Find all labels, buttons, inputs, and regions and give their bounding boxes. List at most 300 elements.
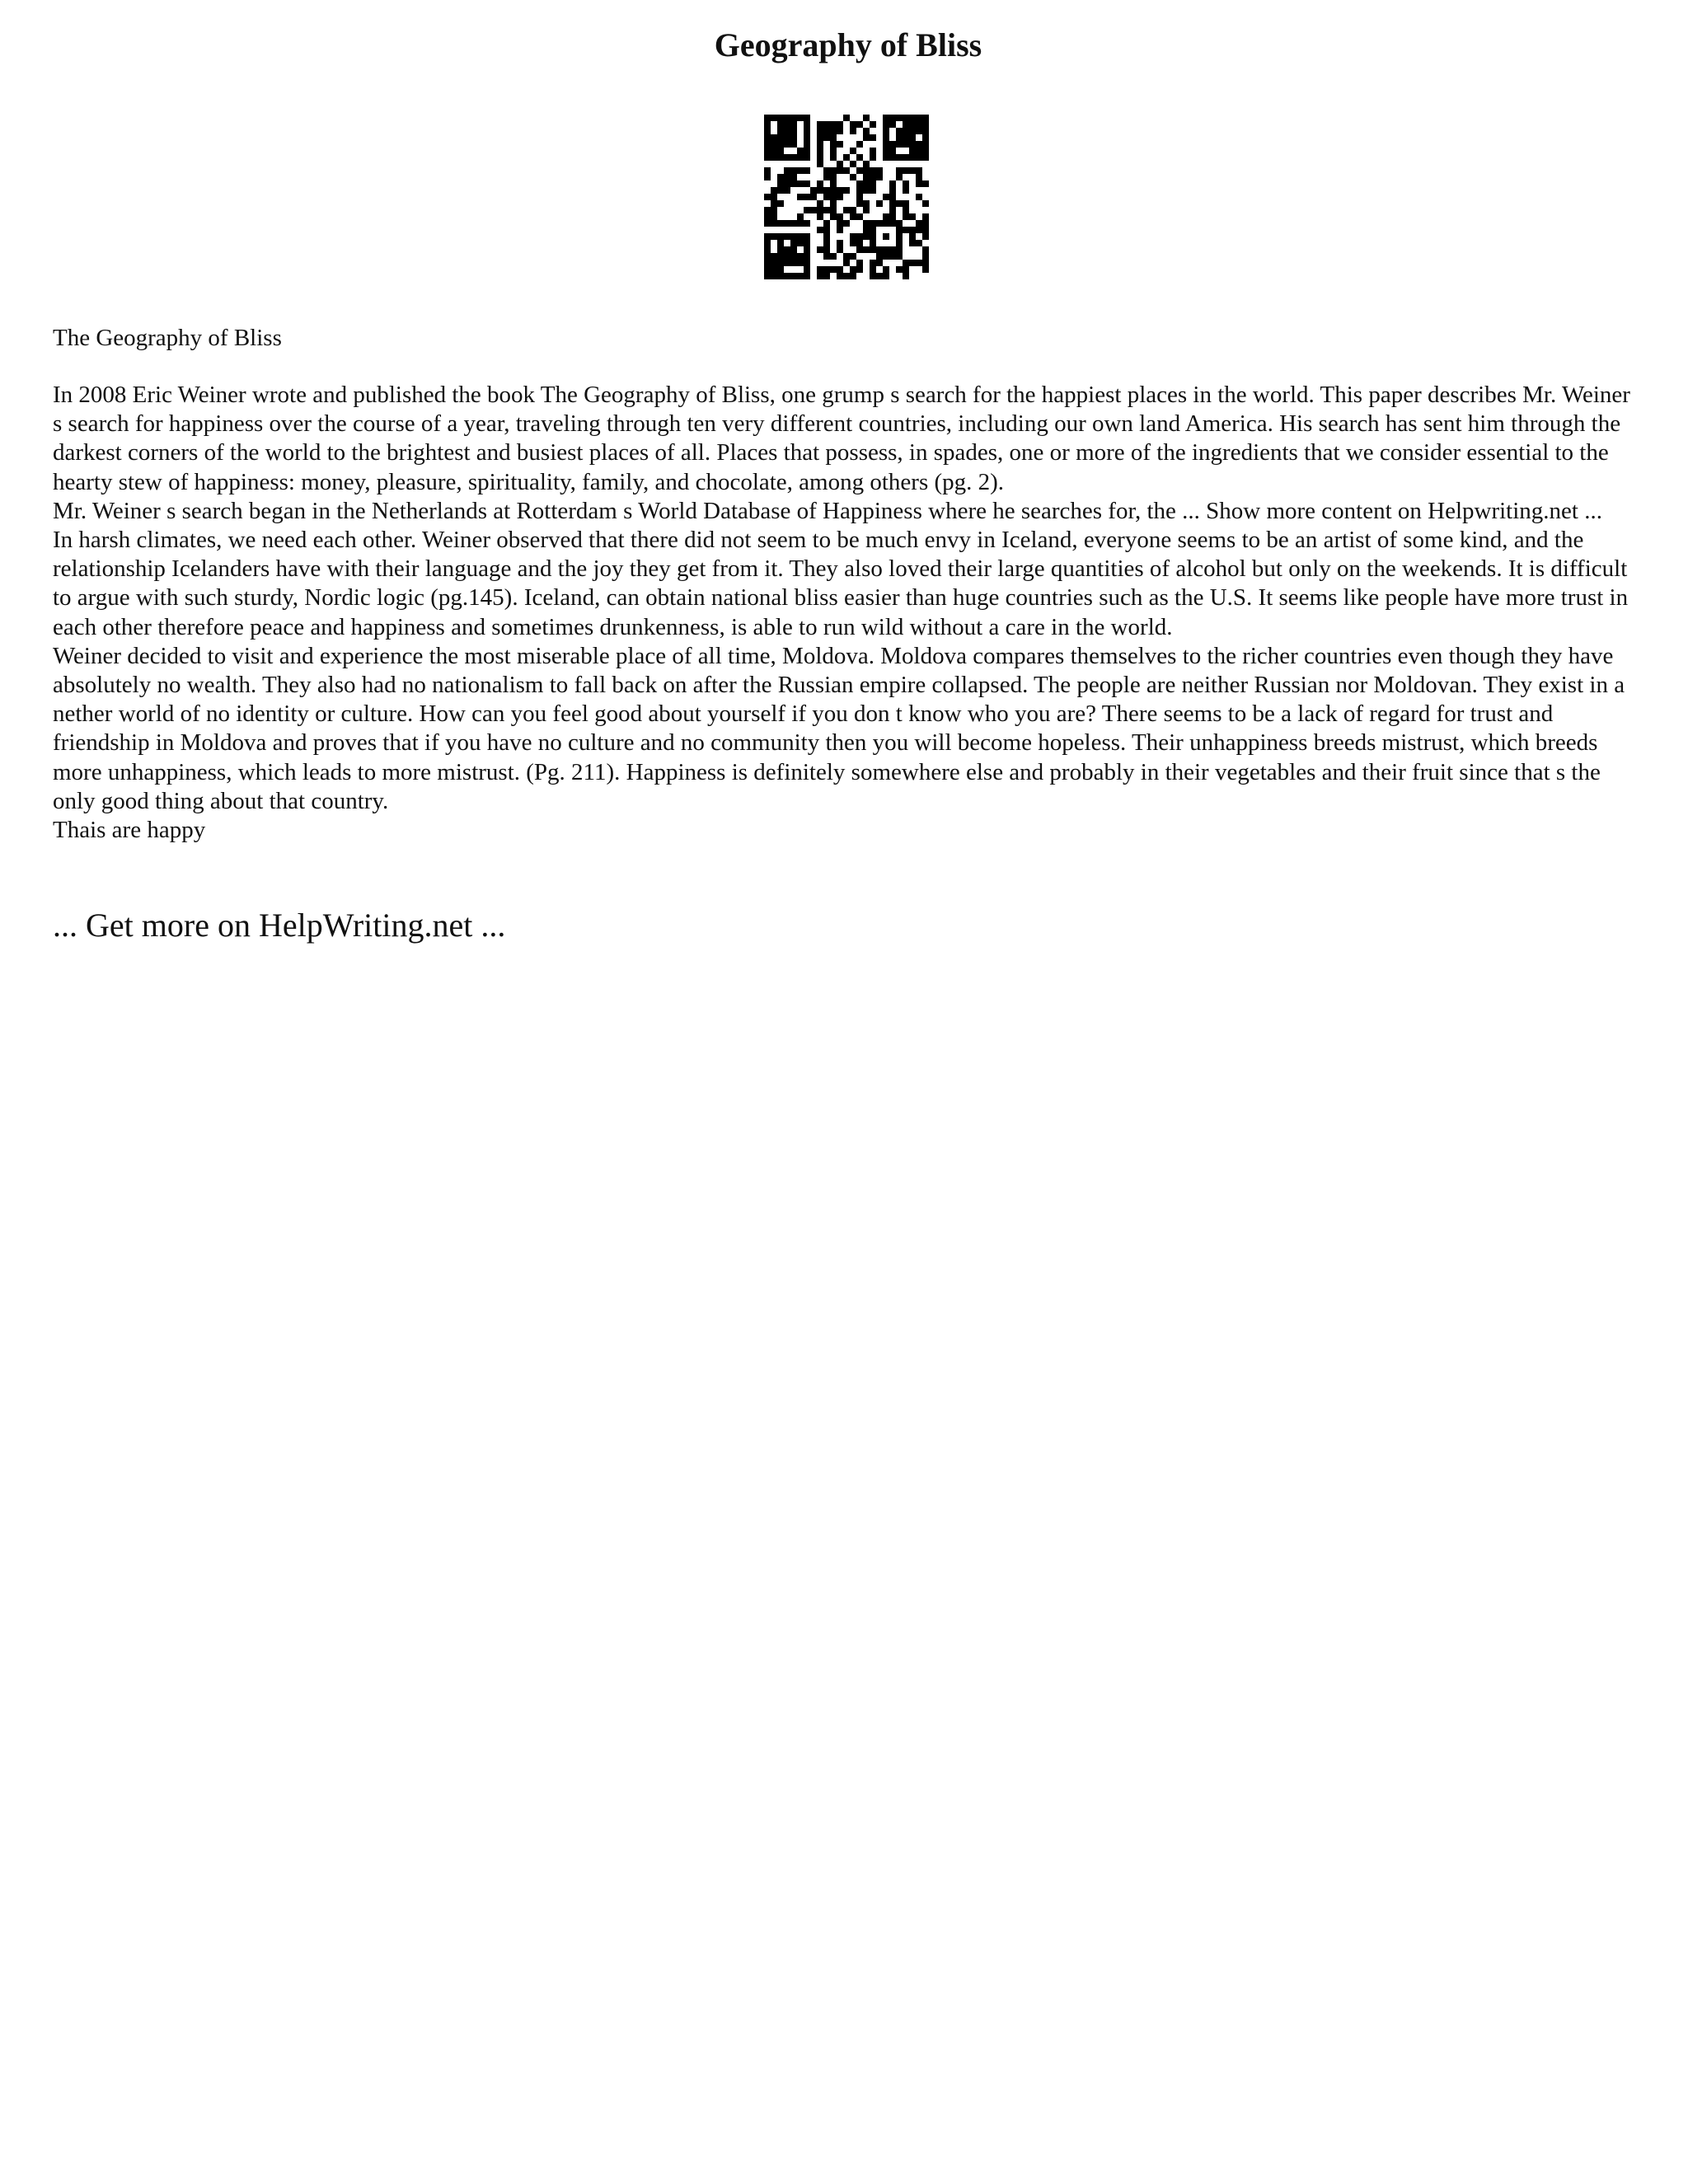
qr-module bbox=[916, 180, 922, 187]
qr-module bbox=[837, 227, 843, 233]
qr-module bbox=[823, 233, 830, 240]
qr-module bbox=[863, 161, 870, 167]
qr-module bbox=[823, 220, 830, 227]
qr-module bbox=[804, 240, 810, 246]
qr-module bbox=[784, 128, 790, 134]
qr-module bbox=[863, 115, 870, 121]
qr-module bbox=[922, 266, 929, 273]
qr-module bbox=[784, 134, 790, 141]
qr-module bbox=[909, 213, 916, 220]
qr-module bbox=[922, 115, 929, 121]
qr-module bbox=[903, 187, 909, 194]
qr-module bbox=[777, 266, 784, 273]
qr-module bbox=[883, 253, 889, 260]
qr-module bbox=[777, 273, 784, 279]
qr-module bbox=[764, 121, 771, 128]
qr-module bbox=[817, 121, 823, 128]
qr-module bbox=[837, 266, 843, 273]
qr-module bbox=[771, 200, 777, 207]
qr-module bbox=[830, 154, 837, 161]
qr-module bbox=[797, 167, 804, 174]
qr-module bbox=[837, 213, 843, 220]
qr-module bbox=[837, 246, 843, 253]
qr-module bbox=[764, 213, 771, 220]
qr-module bbox=[764, 174, 771, 180]
qr-module bbox=[837, 128, 843, 134]
qr-module bbox=[856, 141, 863, 148]
qr-module bbox=[876, 246, 883, 253]
qr-module bbox=[771, 134, 777, 141]
qr-module bbox=[883, 154, 889, 161]
qr-module bbox=[790, 220, 797, 227]
paragraph-4: Weiner decided to visit and experience the most miserable place of all time, Moldova. Moldova compares themselves to the richer countries even though they have absolutely no wealth. They also had no nationalism to fall back on after the Russian empire collapsed. The people are neither Russian nor Moldovan. They exist in a nether world of no identity or culture. How can you feel good about yourself if you don t know who you are? There seems to be a lack of regard for trust and friendship in Moldova and proves that if you have no culture and no community then you will become hopeless. Their unhappiness breeds mistrust, which breeds more unhappiness, which leads to more mistrust. (Pg. 211). Happiness is definitely somewhere else and probably in their vegetables and their fruit since that s the only good thing about that country. bbox=[53, 642, 1625, 814]
qr-module bbox=[771, 260, 777, 266]
qr-module bbox=[896, 233, 903, 240]
qr-module bbox=[790, 115, 797, 121]
qr-module bbox=[850, 207, 856, 213]
qr-module bbox=[764, 240, 771, 246]
qr-module bbox=[903, 134, 909, 141]
qr-module bbox=[837, 240, 843, 246]
qr-module bbox=[837, 194, 843, 200]
qr-module bbox=[837, 273, 843, 279]
qr-module bbox=[856, 180, 863, 187]
qr-module bbox=[837, 220, 843, 227]
qr-module bbox=[817, 213, 823, 220]
qr-module bbox=[843, 115, 850, 121]
qr-module bbox=[850, 233, 856, 240]
qr-module bbox=[889, 220, 896, 227]
qr-module bbox=[883, 194, 889, 200]
qr-module bbox=[916, 167, 922, 174]
qr-module bbox=[817, 128, 823, 134]
qr-module bbox=[804, 154, 810, 161]
qr-module bbox=[896, 154, 903, 161]
qr-module bbox=[922, 121, 929, 128]
qr-module bbox=[804, 253, 810, 260]
qr-module bbox=[830, 207, 837, 213]
qr-module bbox=[804, 180, 810, 187]
qr-module bbox=[817, 227, 823, 233]
qr-module bbox=[771, 207, 777, 213]
qr-module bbox=[817, 266, 823, 273]
qr-module bbox=[896, 128, 903, 134]
qr-module bbox=[870, 273, 876, 279]
qr-module bbox=[863, 134, 870, 141]
qr-module bbox=[922, 154, 929, 161]
qr-module bbox=[777, 174, 784, 180]
qr-module bbox=[804, 273, 810, 279]
qr-module bbox=[830, 174, 837, 180]
qr-module bbox=[870, 266, 876, 273]
qr-module bbox=[856, 233, 863, 240]
qr-module bbox=[909, 154, 916, 161]
qr-module bbox=[764, 141, 771, 148]
document-title: Geography of Bliss bbox=[714, 26, 982, 63]
qr-module bbox=[856, 240, 863, 246]
qr-module bbox=[790, 121, 797, 128]
qr-module bbox=[922, 128, 929, 134]
qr-module bbox=[797, 233, 804, 240]
qr-module bbox=[764, 273, 771, 279]
qr-module bbox=[863, 180, 870, 187]
qr-module bbox=[883, 134, 889, 141]
qr-module bbox=[863, 227, 870, 233]
qr-module bbox=[843, 167, 850, 174]
qr-module bbox=[870, 180, 876, 187]
qr-module bbox=[764, 148, 771, 154]
qr-module bbox=[889, 246, 896, 253]
qr-module bbox=[771, 141, 777, 148]
qr-module bbox=[777, 200, 784, 207]
qr-module bbox=[843, 154, 850, 161]
qr-module bbox=[883, 246, 889, 253]
qr-module bbox=[843, 260, 850, 266]
qr-module bbox=[883, 273, 889, 279]
qr-module bbox=[804, 167, 810, 174]
qr-module bbox=[916, 260, 922, 266]
qr-module bbox=[916, 121, 922, 128]
qr-module bbox=[903, 200, 909, 207]
qr-module bbox=[909, 134, 916, 141]
qr-module bbox=[876, 253, 883, 260]
qr-module bbox=[804, 115, 810, 121]
qr-module bbox=[903, 207, 909, 213]
qr-module bbox=[903, 180, 909, 187]
qr-module bbox=[870, 240, 876, 246]
qr-module bbox=[922, 246, 929, 253]
qr-module bbox=[903, 121, 909, 128]
qr-module bbox=[837, 161, 843, 167]
qr-module bbox=[896, 266, 903, 273]
qr-module bbox=[764, 194, 771, 200]
qr-module bbox=[764, 128, 771, 134]
qr-module bbox=[797, 220, 804, 227]
qr-module bbox=[909, 115, 916, 121]
qr-module bbox=[790, 240, 797, 246]
qr-module bbox=[896, 227, 903, 233]
qr-module bbox=[784, 174, 790, 180]
qr-module bbox=[771, 115, 777, 121]
qr-module bbox=[804, 233, 810, 240]
qr-module bbox=[804, 121, 810, 128]
qr-module bbox=[850, 213, 856, 220]
qr-module bbox=[784, 141, 790, 148]
qr-module bbox=[889, 141, 896, 148]
qr-module bbox=[896, 141, 903, 148]
qr-module bbox=[922, 213, 929, 220]
qr-module bbox=[771, 273, 777, 279]
qr-module bbox=[883, 213, 889, 220]
qr-module bbox=[764, 154, 771, 161]
qr-module bbox=[843, 187, 850, 194]
qr-module bbox=[790, 141, 797, 148]
qr-module bbox=[777, 220, 784, 227]
qr-module bbox=[784, 115, 790, 121]
qr-module bbox=[784, 273, 790, 279]
qr-module bbox=[784, 154, 790, 161]
qr-module bbox=[771, 194, 777, 200]
qr-module bbox=[916, 128, 922, 134]
qr-module bbox=[903, 128, 909, 134]
qr-module bbox=[784, 187, 790, 194]
qr-module bbox=[764, 207, 771, 213]
qr-module bbox=[909, 233, 916, 240]
qr-module bbox=[830, 187, 837, 194]
qr-module bbox=[889, 194, 896, 200]
qr-module bbox=[823, 134, 830, 141]
qr-module bbox=[790, 167, 797, 174]
qr-module bbox=[889, 207, 896, 213]
qr-module bbox=[870, 220, 876, 227]
qr-module bbox=[870, 187, 876, 194]
qr-module bbox=[771, 253, 777, 260]
qr-module bbox=[797, 253, 804, 260]
qr-module bbox=[777, 148, 784, 154]
qr-module bbox=[922, 233, 929, 240]
qr-module bbox=[909, 227, 916, 233]
qr-module bbox=[876, 220, 883, 227]
qr-module bbox=[823, 240, 830, 246]
qr-module bbox=[790, 246, 797, 253]
qr-module bbox=[863, 220, 870, 227]
qr-module bbox=[797, 240, 804, 246]
qr-module bbox=[817, 273, 823, 279]
qr-code-graphic bbox=[764, 115, 929, 279]
qr-module bbox=[896, 246, 903, 253]
qr-module bbox=[922, 180, 929, 187]
qr-module bbox=[856, 213, 863, 220]
qr-module bbox=[804, 141, 810, 148]
qr-module bbox=[916, 194, 922, 200]
qr-module bbox=[870, 167, 876, 174]
qr-module bbox=[889, 253, 896, 260]
qr-module bbox=[784, 180, 790, 187]
qr-module bbox=[883, 148, 889, 154]
qr-module bbox=[830, 121, 837, 128]
qr-module bbox=[790, 260, 797, 266]
qr-module bbox=[863, 167, 870, 174]
qr-module bbox=[790, 174, 797, 180]
qr-module bbox=[764, 260, 771, 266]
qr-module bbox=[817, 134, 823, 141]
qr-module bbox=[817, 180, 823, 187]
qr-module bbox=[830, 213, 837, 220]
qr-module bbox=[764, 246, 771, 253]
qr-module bbox=[764, 266, 771, 273]
qr-module bbox=[856, 167, 863, 174]
qr-module bbox=[777, 154, 784, 161]
qr-module bbox=[850, 253, 856, 260]
qr-module bbox=[771, 266, 777, 273]
qr-module bbox=[903, 115, 909, 121]
qr-module bbox=[863, 246, 870, 253]
qr-module bbox=[810, 187, 817, 194]
qr-module bbox=[823, 253, 830, 260]
qr-module bbox=[797, 180, 804, 187]
qr-module bbox=[896, 174, 903, 180]
qr-module bbox=[790, 273, 797, 279]
qr-module bbox=[896, 115, 903, 121]
document-body bbox=[53, 381, 1643, 845]
qr-module bbox=[870, 148, 876, 154]
qr-module bbox=[830, 180, 837, 187]
qr-module bbox=[903, 141, 909, 148]
qr-module bbox=[850, 161, 856, 167]
qr-module bbox=[790, 134, 797, 141]
qr-module bbox=[797, 194, 804, 200]
qr-module bbox=[883, 233, 889, 240]
qr-module bbox=[850, 174, 856, 180]
qr-module bbox=[896, 220, 903, 227]
qr-module bbox=[823, 128, 830, 134]
qr-module bbox=[896, 200, 903, 207]
qr-module bbox=[903, 227, 909, 233]
qr-module bbox=[810, 194, 817, 200]
qr-module bbox=[804, 134, 810, 141]
qr-code-icon bbox=[764, 115, 929, 279]
qr-module bbox=[784, 253, 790, 260]
qr-module bbox=[777, 134, 784, 141]
qr-module bbox=[896, 134, 903, 141]
get-more-link[interactable]: ... Get more on HelpWriting.net ... bbox=[53, 907, 506, 944]
qr-module bbox=[830, 266, 837, 273]
qr-module bbox=[830, 194, 837, 200]
qr-module bbox=[856, 260, 863, 266]
qr-module bbox=[870, 233, 876, 240]
qr-module bbox=[850, 128, 856, 134]
qr-module bbox=[889, 148, 896, 154]
qr-module bbox=[903, 167, 909, 174]
qr-module bbox=[870, 246, 876, 253]
qr-module bbox=[922, 148, 929, 154]
qr-module bbox=[790, 154, 797, 161]
qr-module bbox=[784, 167, 790, 174]
qr-module bbox=[909, 240, 916, 246]
qr-module bbox=[823, 174, 830, 180]
qr-module bbox=[784, 121, 790, 128]
qr-module bbox=[870, 174, 876, 180]
qr-module bbox=[922, 134, 929, 141]
qr-module bbox=[916, 154, 922, 161]
qr-module bbox=[777, 187, 784, 194]
qr-module bbox=[810, 207, 817, 213]
qr-module bbox=[764, 115, 771, 121]
qr-module bbox=[916, 141, 922, 148]
qr-module bbox=[797, 148, 804, 154]
qr-module bbox=[784, 220, 790, 227]
paragraph-5: Thais are happy bbox=[53, 817, 206, 844]
qr-module bbox=[856, 194, 863, 200]
qr-module bbox=[916, 227, 922, 233]
qr-module bbox=[903, 154, 909, 161]
qr-module bbox=[777, 233, 784, 240]
qr-module bbox=[837, 187, 843, 194]
qr-module bbox=[771, 148, 777, 154]
qr-module bbox=[804, 194, 810, 200]
qr-module bbox=[922, 220, 929, 227]
qr-module bbox=[830, 128, 837, 134]
qr-module bbox=[777, 141, 784, 148]
qr-module bbox=[784, 246, 790, 253]
qr-module bbox=[804, 148, 810, 154]
qr-module bbox=[771, 220, 777, 227]
qr-module bbox=[764, 220, 771, 227]
qr-module bbox=[823, 273, 830, 279]
qr-module bbox=[823, 121, 830, 128]
qr-module bbox=[771, 154, 777, 161]
qr-module bbox=[909, 128, 916, 134]
qr-module bbox=[870, 121, 876, 128]
qr-module bbox=[856, 246, 863, 253]
qr-module bbox=[817, 154, 823, 161]
qr-module bbox=[883, 266, 889, 273]
qr-module bbox=[764, 253, 771, 260]
qr-module bbox=[837, 167, 843, 174]
qr-module bbox=[823, 194, 830, 200]
qr-module bbox=[823, 266, 830, 273]
qr-module bbox=[843, 273, 850, 279]
qr-module bbox=[797, 154, 804, 161]
qr-module bbox=[790, 233, 797, 240]
qr-module bbox=[909, 167, 916, 174]
qr-module bbox=[889, 187, 896, 194]
qr-module bbox=[889, 154, 896, 161]
qr-module bbox=[777, 128, 784, 134]
qr-module bbox=[850, 240, 856, 246]
paragraph-2: Mr. Weiner s search began in the Netherlands at Rotterdam s World Database of Happiness where he searches for, the ... Show more content on Helpwriting.net ... bbox=[53, 497, 1602, 524]
qr-module bbox=[771, 213, 777, 220]
qr-module bbox=[876, 200, 883, 207]
qr-module bbox=[850, 121, 856, 128]
qr-module bbox=[916, 220, 922, 227]
qr-module bbox=[876, 273, 883, 279]
qr-module bbox=[856, 154, 863, 161]
qr-module bbox=[870, 260, 876, 266]
qr-module bbox=[817, 141, 823, 148]
qr-module bbox=[843, 220, 850, 227]
qr-module bbox=[903, 273, 909, 279]
qr-module bbox=[903, 260, 909, 266]
qr-module bbox=[903, 213, 909, 220]
qr-module bbox=[889, 121, 896, 128]
qr-module bbox=[823, 187, 830, 194]
qr-module bbox=[896, 253, 903, 260]
qr-module bbox=[896, 240, 903, 246]
qr-module bbox=[777, 246, 784, 253]
qr-module bbox=[909, 121, 916, 128]
qr-module bbox=[823, 207, 830, 213]
qr-module bbox=[823, 227, 830, 233]
qr-module bbox=[797, 260, 804, 266]
qr-module bbox=[850, 273, 856, 279]
qr-module bbox=[843, 253, 850, 260]
qr-module bbox=[863, 128, 870, 134]
qr-module bbox=[856, 266, 863, 273]
qr-module bbox=[817, 148, 823, 154]
qr-module bbox=[916, 240, 922, 246]
qr-module bbox=[764, 233, 771, 240]
qr-module bbox=[804, 246, 810, 253]
qr-module bbox=[804, 207, 810, 213]
qr-module bbox=[777, 260, 784, 266]
qr-module bbox=[870, 154, 876, 161]
qr-module bbox=[850, 148, 856, 154]
qr-module bbox=[909, 141, 916, 148]
qr-module bbox=[870, 227, 876, 233]
qr-module bbox=[863, 187, 870, 194]
qr-module bbox=[823, 167, 830, 174]
